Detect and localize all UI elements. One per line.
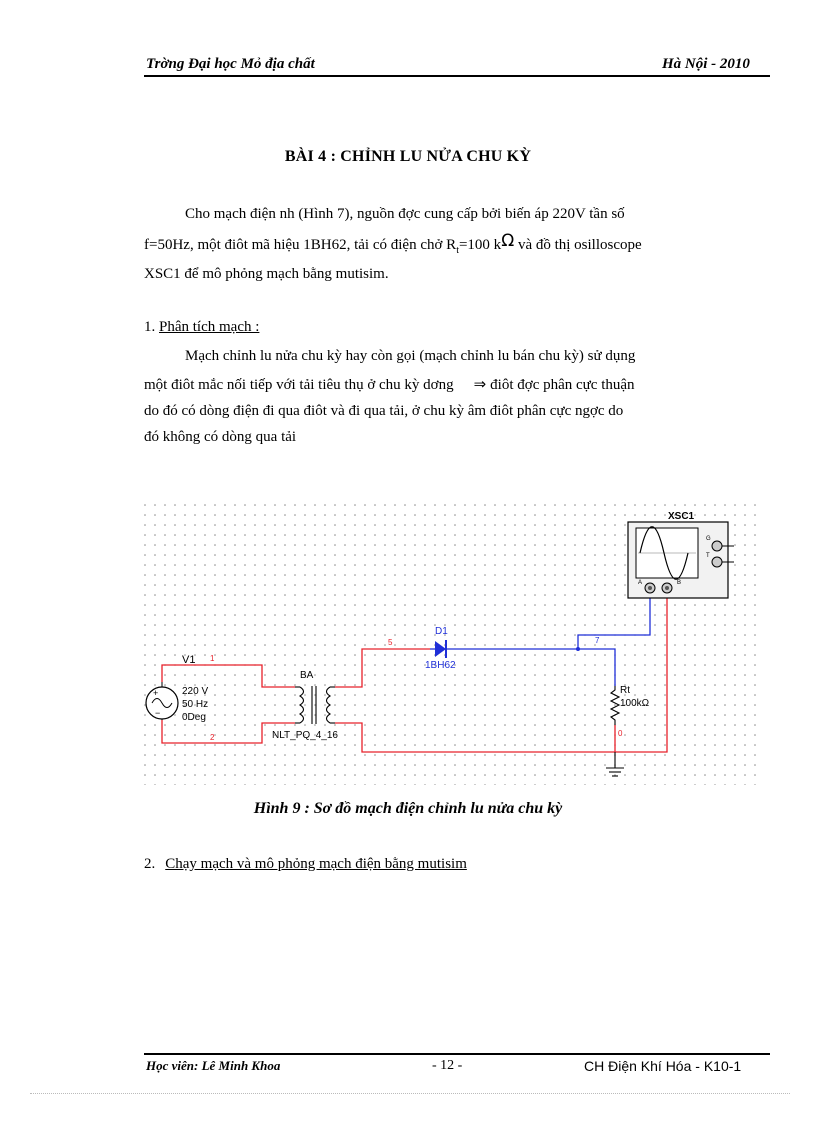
transformer-model-label: NLT_PQ_4_16 <box>272 730 338 741</box>
section-1-number: 1. <box>144 319 159 335</box>
scope-terminal-g: G <box>706 536 711 542</box>
svg-text:+: + <box>153 688 159 698</box>
source-frequency-label: 50 Hz <box>182 699 209 710</box>
section-2-number: 2. <box>144 856 156 872</box>
section-1-line-1: Mạch chỉnh lu nửa chu kỳ hay còn gọi (mạch chỉnh lu bán chu kỳ) sử dụng <box>185 348 636 364</box>
section-2-title: Chạy mạch và mô phỏng mạch điện bằng mutisim <box>165 856 467 872</box>
section-1-title: Phân tích mạch : <box>159 319 260 335</box>
scope-terminal-t: T <box>706 553 710 559</box>
rt-subscript: t <box>456 245 459 256</box>
oscilloscope-label: XSC1 <box>668 511 695 522</box>
net-label-1: 1 <box>210 654 215 663</box>
footer-course: CH Điện Khí Hóa - K10-1 <box>584 1058 742 1074</box>
section-2-heading <box>144 856 467 873</box>
resistor-value-label: 100kΩ <box>620 698 650 709</box>
page-bottom-dotted-rule <box>30 1093 790 1094</box>
header-rule <box>144 75 770 77</box>
net-label-5: 5 <box>388 638 393 647</box>
transformer-name-label: BA <box>300 670 314 681</box>
source-phase-label: 0Deg <box>182 712 206 723</box>
section-1-line-2a: một điôt mắc nối tiếp với tải tiêu thụ ở chu kỳ dơng <box>144 377 454 393</box>
section-1-line-2b: điôt đợc phân cực thuận <box>490 377 635 393</box>
header-school: Trờng Đại học Mỏ địa chất <box>146 56 315 72</box>
omega-symbol: Ω <box>501 231 515 251</box>
net-label-7: 7 <box>595 636 600 645</box>
scope-terminal-a: A <box>638 580 643 586</box>
intro-line-2c: và đồ thị osilloscope <box>514 237 642 253</box>
diode-model-label: 1BH62 <box>425 660 456 671</box>
scope-terminal-b: B <box>677 580 682 586</box>
source-voltage-label: 220 V <box>182 686 209 697</box>
section-1-line-4: đó không có dòng qua tải <box>144 429 297 445</box>
intro-line-2b: =100 k <box>458 237 502 253</box>
header-location-year: Hà Nội - 2010 <box>662 56 750 72</box>
footer-page-number: - 12 - <box>432 1058 463 1073</box>
resistor-name-label: Rt <box>620 685 630 696</box>
diode-name-label: D1 <box>435 626 448 637</box>
junction-dot <box>576 647 580 651</box>
svg-text:−: − <box>155 708 161 718</box>
intro-line-3: XSC1 để mô phỏng mạch bằng mutisim. <box>144 266 389 282</box>
net-label-0: 0 <box>618 729 623 738</box>
oscilloscope-xsc1 <box>628 522 734 598</box>
section-1-heading <box>144 319 259 336</box>
section-1-line-3: do đó có dòng điện đi qua điôt và đi qua tải, ở chu kỳ âm điôt phân cực ngợc do <box>144 403 624 419</box>
footer-student: Học viên: Lê Minh Khoa <box>146 1058 281 1073</box>
circuit-diagram <box>140 500 760 790</box>
page-title: BÀI 4 : CHỈNH LU NỬA CHU KỲ <box>284 148 532 165</box>
footer-rule <box>144 1053 770 1055</box>
intro-line-1: Cho mạch điện nh (Hình 7), nguồn đợc cung cấp bởi biến áp 220V tần số <box>185 206 625 222</box>
net-label-2: 2 <box>210 733 215 742</box>
intro-line-2a: f=50Hz, một điôt mã hiệu 1BH62, tải có điện chở R <box>144 237 457 253</box>
implies-arrow-icon: ⇒ <box>473 375 487 393</box>
figure-caption: Hình 9 : Sơ đồ mạch điện chỉnh lu nửa chu kỳ <box>253 800 563 817</box>
source-name-label: V1 <box>182 654 196 666</box>
